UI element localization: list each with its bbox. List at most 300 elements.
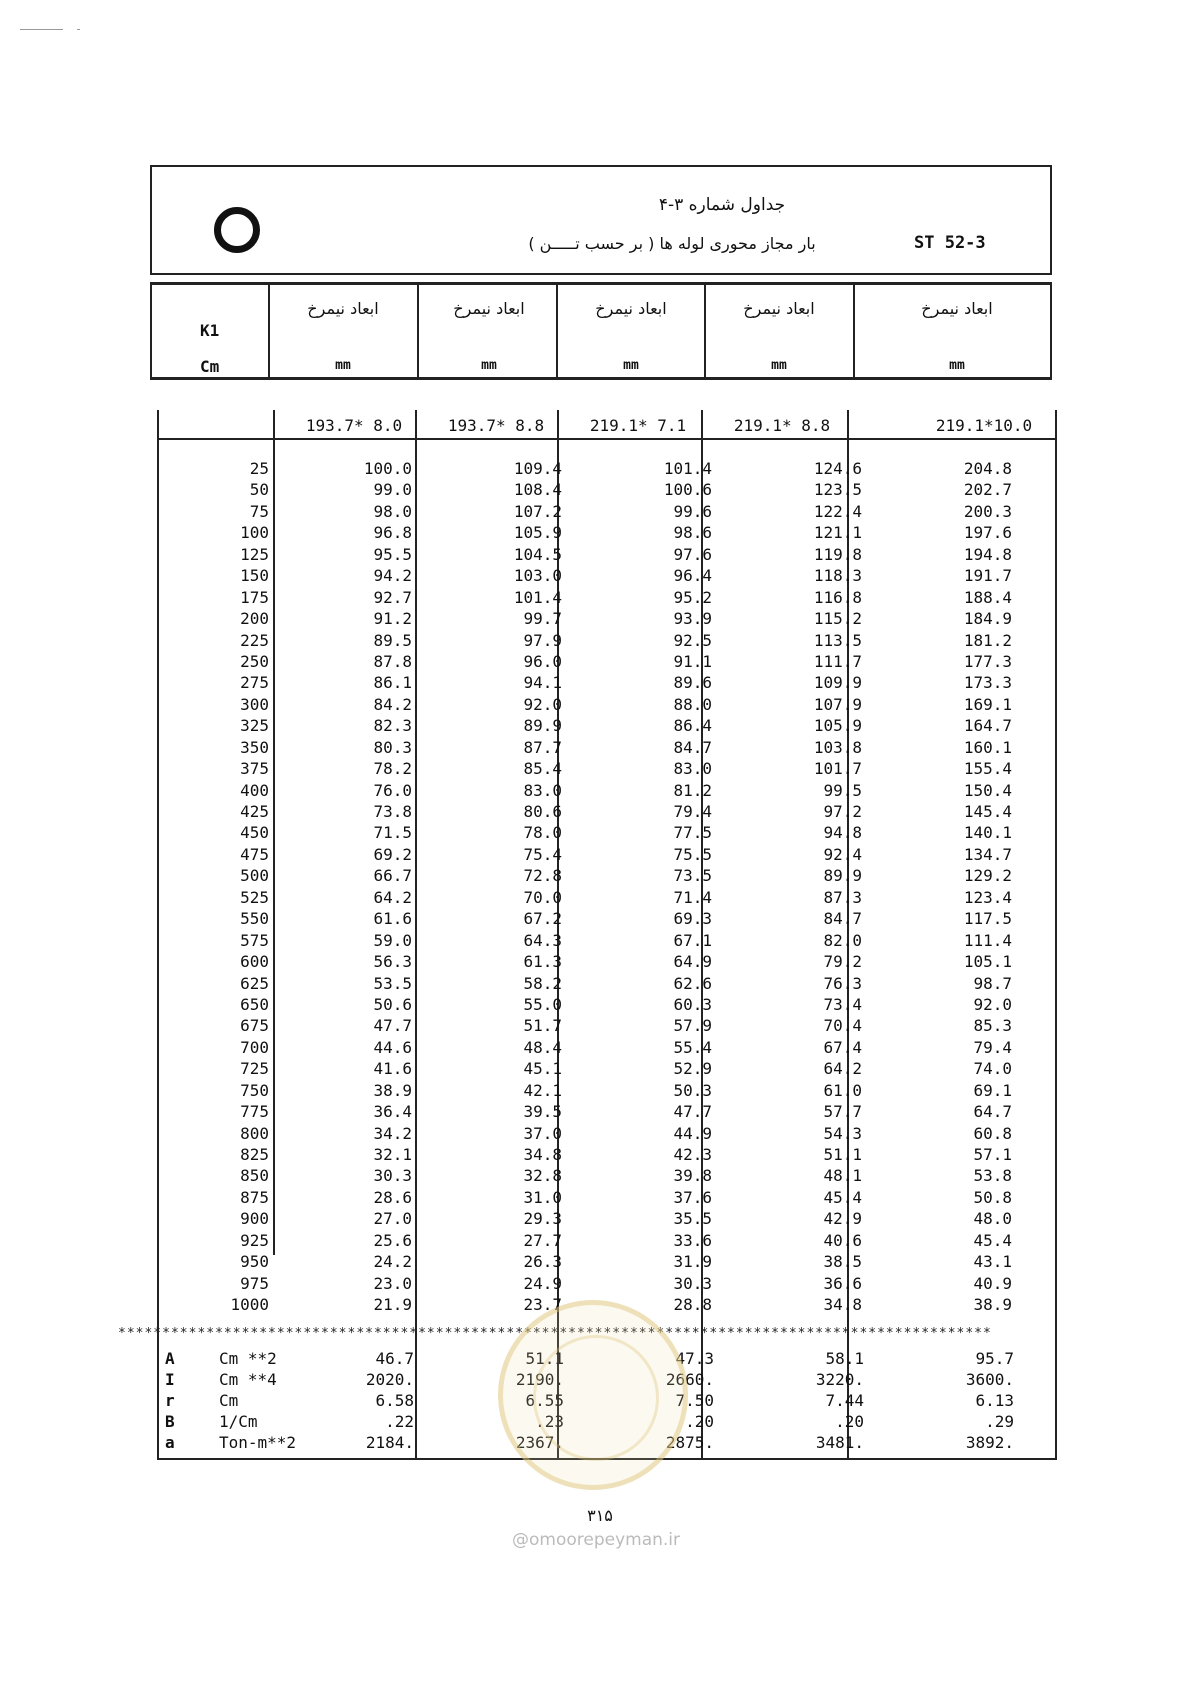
load-value: 145.4 bbox=[963, 802, 1012, 821]
load-value: 69.1 bbox=[973, 1080, 1012, 1100]
kl-value: 775 bbox=[240, 1102, 269, 1122]
load-value: 99.7 bbox=[523, 609, 562, 629]
load-value: 27.0 bbox=[373, 1209, 412, 1229]
load-value: 94.1 bbox=[523, 673, 562, 693]
kl-value: 725 bbox=[240, 1059, 269, 1079]
table-row bbox=[157, 630, 1057, 651]
load-value: 31.0 bbox=[523, 1187, 562, 1207]
kl-value: 125 bbox=[240, 544, 269, 564]
load-value: 108.4 bbox=[513, 480, 562, 500]
table-row bbox=[157, 822, 1057, 843]
load-value: 118.3 bbox=[813, 566, 862, 586]
property-value: 47.3 bbox=[675, 1349, 714, 1368]
load-value: 94.8 bbox=[823, 823, 862, 843]
load-value: 45.1 bbox=[523, 1059, 562, 1079]
load-value: 50.8 bbox=[973, 1187, 1012, 1207]
load-value: 155.4 bbox=[963, 759, 1012, 779]
kl-value: 950 bbox=[240, 1252, 269, 1272]
load-value: 105.9 bbox=[813, 716, 862, 736]
load-value: 96.0 bbox=[523, 651, 562, 671]
load-value: 36.6 bbox=[823, 1273, 862, 1293]
seal-inner-ring bbox=[533, 1335, 659, 1461]
load-value: 92.5 bbox=[673, 630, 712, 650]
load-value: 48.0 bbox=[973, 1209, 1012, 1229]
load-value: 42.3 bbox=[673, 1145, 712, 1164]
load-value: 42.1 bbox=[523, 1080, 562, 1100]
load-value: 34.8 bbox=[823, 1295, 862, 1315]
property-value: .29 bbox=[985, 1412, 1014, 1431]
kl-value: 325 bbox=[240, 716, 269, 736]
load-value: 91.2 bbox=[373, 609, 412, 629]
property-value: .22 bbox=[385, 1412, 414, 1431]
table-row bbox=[157, 1123, 1057, 1144]
table-row bbox=[157, 758, 1057, 779]
load-value: 164.7 bbox=[963, 716, 1012, 736]
load-value: 73.8 bbox=[373, 802, 412, 821]
load-value: 43.1 bbox=[973, 1252, 1012, 1272]
watermark-url: @omoorepeyman.ir bbox=[511, 1530, 681, 1550]
table-row bbox=[157, 865, 1057, 886]
load-value: 93.9 bbox=[673, 609, 712, 629]
kl-value: 675 bbox=[240, 1016, 269, 1036]
load-value: 70.0 bbox=[523, 887, 562, 907]
load-value: 80.6 bbox=[523, 802, 562, 821]
property-value: 3220. bbox=[815, 1370, 864, 1389]
page-number: ۳۱۵ bbox=[587, 1506, 613, 1525]
property-value: 2020. bbox=[365, 1370, 414, 1389]
kl-value: 575 bbox=[240, 930, 269, 950]
load-value: 48.4 bbox=[523, 1037, 562, 1057]
table-row bbox=[157, 1144, 1057, 1165]
kl-value: 25 bbox=[249, 459, 269, 478]
load-value: 30.3 bbox=[673, 1273, 712, 1293]
pipe-section-icon bbox=[214, 207, 260, 253]
load-value: 96.4 bbox=[673, 566, 712, 586]
table-row bbox=[157, 587, 1057, 608]
load-value: 31.9 bbox=[673, 1252, 712, 1272]
table-title: جداول شماره ۳-۴ bbox=[658, 195, 786, 215]
kl-value: 825 bbox=[240, 1145, 269, 1164]
load-value: 202.7 bbox=[963, 480, 1012, 500]
load-value: 70.4 bbox=[823, 1016, 862, 1036]
load-value: 71.5 bbox=[373, 823, 412, 843]
property-unit: Cm bbox=[219, 1391, 239, 1410]
page-corner-mark-gap bbox=[63, 29, 77, 32]
load-value: 36.4 bbox=[373, 1102, 412, 1122]
kl-value: 625 bbox=[240, 973, 269, 993]
load-value: 50.3 bbox=[673, 1080, 712, 1100]
kl-value: 425 bbox=[240, 802, 269, 821]
table-row bbox=[157, 994, 1057, 1015]
property-unit: Cm **2 bbox=[219, 1349, 277, 1368]
property-value: 2367. bbox=[515, 1433, 564, 1452]
property-unit: Ton-m**2 bbox=[219, 1433, 297, 1452]
load-value: 28.8 bbox=[673, 1295, 712, 1315]
load-value: 56.3 bbox=[373, 952, 412, 972]
load-value: 60.3 bbox=[673, 994, 712, 1014]
load-value: 124.6 bbox=[813, 459, 862, 478]
load-value: 98.6 bbox=[673, 523, 712, 543]
load-value: 62.6 bbox=[673, 973, 712, 993]
load-value: 169.1 bbox=[963, 694, 1012, 714]
load-value: 38.9 bbox=[373, 1080, 412, 1100]
load-value: 89.5 bbox=[373, 630, 412, 650]
load-value: 86.1 bbox=[373, 673, 412, 693]
kl-value: 375 bbox=[240, 759, 269, 779]
column-unit: mm bbox=[771, 358, 787, 373]
load-value: 111.4 bbox=[963, 930, 1012, 950]
kl-value: 850 bbox=[240, 1166, 269, 1186]
load-value: 123.5 bbox=[813, 480, 862, 500]
table-row bbox=[157, 1165, 1057, 1186]
load-value: 115.2 bbox=[813, 609, 862, 629]
load-value: 89.9 bbox=[523, 716, 562, 736]
property-letter: B bbox=[165, 1412, 175, 1431]
load-value: 60.8 bbox=[973, 1123, 1012, 1143]
property-unit: Cm **4 bbox=[219, 1370, 277, 1389]
property-value: 2660. bbox=[665, 1370, 714, 1389]
load-value: 78.0 bbox=[523, 823, 562, 843]
property-value: 2184. bbox=[365, 1433, 414, 1452]
load-value: 109.4 bbox=[513, 459, 562, 478]
kl-value: 100 bbox=[240, 523, 269, 543]
property-value: 3892. bbox=[965, 1433, 1014, 1452]
column-unit: mm bbox=[481, 358, 497, 373]
load-value: 80.3 bbox=[373, 737, 412, 757]
load-value: 69.2 bbox=[373, 844, 412, 864]
property-letter: a bbox=[165, 1433, 175, 1452]
cm-label: Cm bbox=[200, 357, 220, 376]
load-value: 64.7 bbox=[973, 1102, 1012, 1122]
section-size: 219.1* 7.1 bbox=[589, 416, 687, 435]
kl-value: 750 bbox=[240, 1080, 269, 1100]
section-size: 193.7* 8.8 bbox=[447, 416, 545, 435]
load-value: 88.0 bbox=[673, 694, 712, 714]
load-value: 81.2 bbox=[673, 780, 712, 800]
load-value: 77.5 bbox=[673, 823, 712, 843]
table-row bbox=[157, 1208, 1057, 1229]
kl-value: 925 bbox=[240, 1230, 269, 1250]
kl-value: 525 bbox=[240, 887, 269, 907]
load-value: 34.8 bbox=[523, 1145, 562, 1164]
table-row bbox=[157, 479, 1057, 500]
load-value: 61.0 bbox=[823, 1080, 862, 1100]
load-value: 27.7 bbox=[523, 1230, 562, 1250]
table-row bbox=[157, 672, 1057, 693]
load-value: 92.0 bbox=[973, 994, 1012, 1014]
load-value: 39.5 bbox=[523, 1102, 562, 1122]
column-name: ابعاد نیمرخ bbox=[595, 299, 667, 318]
load-value: 24.9 bbox=[523, 1273, 562, 1293]
load-value: 51.1 bbox=[823, 1145, 862, 1164]
load-value: 194.8 bbox=[963, 544, 1012, 564]
load-value: 99.6 bbox=[673, 501, 712, 521]
load-value: 40.6 bbox=[823, 1230, 862, 1250]
load-value: 67.2 bbox=[523, 909, 562, 929]
load-value: 83.0 bbox=[523, 780, 562, 800]
load-value: 55.4 bbox=[673, 1037, 712, 1057]
table-row bbox=[157, 501, 1057, 522]
load-value: 73.4 bbox=[823, 994, 862, 1014]
column-name: ابعاد نیمرخ bbox=[453, 299, 525, 318]
kl-value: 400 bbox=[240, 780, 269, 800]
load-value: 75.5 bbox=[673, 844, 712, 864]
publisher-seal-watermark bbox=[498, 1300, 688, 1490]
load-value: 101.4 bbox=[513, 587, 562, 607]
load-value: 197.6 bbox=[963, 523, 1012, 543]
load-value: 78.2 bbox=[373, 759, 412, 779]
load-value: 47.7 bbox=[673, 1102, 712, 1122]
load-value: 41.6 bbox=[373, 1059, 412, 1079]
property-value: 7.50 bbox=[675, 1391, 714, 1410]
load-value: 113.5 bbox=[813, 630, 862, 650]
table-row bbox=[157, 973, 1057, 994]
load-value: 87.7 bbox=[523, 737, 562, 757]
load-value: 87.3 bbox=[823, 887, 862, 907]
kl-value: 800 bbox=[240, 1123, 269, 1143]
load-value: 99.0 bbox=[373, 480, 412, 500]
column-header-band bbox=[150, 282, 1052, 380]
load-value: 123.4 bbox=[963, 887, 1012, 907]
load-value: 54.3 bbox=[823, 1123, 862, 1143]
kl-value: 225 bbox=[240, 630, 269, 650]
load-value: 188.4 bbox=[963, 587, 1012, 607]
load-value: 61.6 bbox=[373, 909, 412, 929]
load-value: 42.9 bbox=[823, 1209, 862, 1229]
load-value: 101.4 bbox=[663, 459, 712, 478]
property-value: 2190. bbox=[515, 1370, 564, 1389]
load-value: 33.6 bbox=[673, 1230, 712, 1250]
load-value: 21.9 bbox=[373, 1295, 412, 1315]
table-row bbox=[157, 544, 1057, 565]
load-value: 103.8 bbox=[813, 737, 862, 757]
table-body bbox=[157, 458, 1057, 1316]
load-value: 64.9 bbox=[673, 952, 712, 972]
load-value: 107.2 bbox=[513, 501, 562, 521]
load-value: 100.6 bbox=[663, 480, 712, 500]
column-name: ابعاد نیمرخ bbox=[743, 299, 815, 318]
property-value: 6.58 bbox=[375, 1391, 414, 1410]
load-value: 76.3 bbox=[823, 973, 862, 993]
load-value: 35.5 bbox=[673, 1209, 712, 1229]
table-row bbox=[157, 1080, 1057, 1101]
table-subtitle: بار مجاز محوری لوله ها ( بر حسب تـــــن ) bbox=[528, 234, 816, 253]
table-row bbox=[157, 737, 1057, 758]
load-value: 89.6 bbox=[673, 673, 712, 693]
load-value: 61.3 bbox=[523, 952, 562, 972]
load-value: 122.4 bbox=[813, 501, 862, 521]
separator-stars: *************************************************************************************************** bbox=[118, 1326, 992, 1341]
kl-value: 150 bbox=[240, 566, 269, 586]
load-value: 99.5 bbox=[823, 780, 862, 800]
column-unit: mm bbox=[623, 358, 639, 373]
load-value: 45.4 bbox=[973, 1230, 1012, 1250]
k1-label: K1 bbox=[200, 321, 220, 340]
property-value: .23 bbox=[535, 1412, 564, 1431]
load-value: 25.6 bbox=[373, 1230, 412, 1250]
table-row bbox=[157, 458, 1057, 479]
load-value: 30.3 bbox=[373, 1166, 412, 1186]
load-value: 37.6 bbox=[673, 1187, 712, 1207]
load-value: 38.5 bbox=[823, 1252, 862, 1272]
load-value: 44.9 bbox=[673, 1123, 712, 1143]
kl-value: 550 bbox=[240, 909, 269, 929]
property-value: 3481. bbox=[815, 1433, 864, 1452]
property-value: .20 bbox=[685, 1412, 714, 1431]
kl-value: 975 bbox=[240, 1273, 269, 1293]
load-value: 48.1 bbox=[823, 1166, 862, 1186]
property-value: 51.1 bbox=[525, 1349, 564, 1368]
load-value: 79.4 bbox=[673, 802, 712, 821]
load-value: 28.6 bbox=[373, 1187, 412, 1207]
property-value: .20 bbox=[835, 1412, 864, 1431]
load-value: 82.3 bbox=[373, 716, 412, 736]
load-value: 89.9 bbox=[823, 866, 862, 886]
load-value: 58.2 bbox=[523, 973, 562, 993]
load-value: 76.0 bbox=[373, 780, 412, 800]
load-value: 181.2 bbox=[963, 630, 1012, 650]
property-unit: 1/Cm bbox=[219, 1412, 258, 1431]
kl-value: 500 bbox=[240, 866, 269, 886]
load-value: 23.7 bbox=[523, 1295, 562, 1315]
load-value: 72.8 bbox=[523, 866, 562, 886]
load-value: 79.2 bbox=[823, 952, 862, 972]
load-value: 59.0 bbox=[373, 930, 412, 950]
load-value: 85.4 bbox=[523, 759, 562, 779]
load-value: 105.1 bbox=[963, 952, 1012, 972]
load-value: 34.2 bbox=[373, 1123, 412, 1143]
load-value: 50.6 bbox=[373, 994, 412, 1014]
kl-value: 700 bbox=[240, 1037, 269, 1057]
load-value: 121.1 bbox=[813, 523, 862, 543]
table-header-box bbox=[150, 165, 1052, 275]
property-value: 58.1 bbox=[825, 1349, 864, 1368]
table-row bbox=[157, 715, 1057, 736]
load-value: 92.0 bbox=[523, 694, 562, 714]
table-row bbox=[157, 887, 1057, 908]
load-value: 109.9 bbox=[813, 673, 862, 693]
load-value: 96.8 bbox=[373, 523, 412, 543]
load-value: 160.1 bbox=[963, 737, 1012, 757]
kl-value: 275 bbox=[240, 673, 269, 693]
load-value: 191.7 bbox=[963, 566, 1012, 586]
section-size: 219.1*10.0 bbox=[935, 416, 1033, 435]
load-value: 85.3 bbox=[973, 1016, 1012, 1036]
table-row bbox=[157, 651, 1057, 672]
load-value: 24.2 bbox=[373, 1252, 412, 1272]
load-value: 98.7 bbox=[973, 973, 1012, 993]
load-value: 45.4 bbox=[823, 1187, 862, 1207]
section-size: 219.1* 8.8 bbox=[733, 416, 831, 435]
load-value: 103.0 bbox=[513, 566, 562, 586]
property-value: 95.7 bbox=[975, 1349, 1014, 1368]
load-value: 55.0 bbox=[523, 994, 562, 1014]
load-value: 38.9 bbox=[973, 1295, 1012, 1315]
load-value: 51.7 bbox=[523, 1016, 562, 1036]
load-value: 44.6 bbox=[373, 1037, 412, 1057]
column-name: ابعاد نیمرخ bbox=[307, 299, 379, 318]
kl-value: 50 bbox=[249, 480, 269, 500]
table-row bbox=[157, 780, 1057, 801]
table-row bbox=[157, 1015, 1057, 1036]
kl-value: 900 bbox=[240, 1209, 269, 1229]
table-row bbox=[157, 1273, 1057, 1294]
kl-value: 475 bbox=[240, 844, 269, 864]
load-value: 23.0 bbox=[373, 1273, 412, 1293]
load-value: 82.0 bbox=[823, 930, 862, 950]
table-row bbox=[157, 1037, 1057, 1058]
table-row bbox=[157, 1101, 1057, 1122]
load-value: 64.2 bbox=[373, 887, 412, 907]
load-value: 53.5 bbox=[373, 973, 412, 993]
load-value: 39.8 bbox=[673, 1166, 712, 1186]
load-value: 200.3 bbox=[963, 501, 1012, 521]
kl-value: 650 bbox=[240, 994, 269, 1014]
load-value: 32.1 bbox=[373, 1145, 412, 1164]
column-unit: mm bbox=[949, 358, 965, 373]
table-row bbox=[157, 930, 1057, 951]
table-row bbox=[157, 1251, 1057, 1272]
load-value: 64.3 bbox=[523, 930, 562, 950]
load-value: 84.2 bbox=[373, 694, 412, 714]
load-value: 204.8 bbox=[963, 459, 1012, 478]
load-value: 177.3 bbox=[963, 651, 1012, 671]
table-row bbox=[157, 522, 1057, 543]
load-value: 94.2 bbox=[373, 566, 412, 586]
load-value: 111.7 bbox=[813, 651, 862, 671]
load-value: 117.5 bbox=[963, 909, 1012, 929]
load-value: 74.0 bbox=[973, 1059, 1012, 1079]
load-value: 97.2 bbox=[823, 802, 862, 821]
load-value: 116.8 bbox=[813, 587, 862, 607]
table-row bbox=[157, 565, 1057, 586]
load-value: 57.9 bbox=[673, 1016, 712, 1036]
load-value: 40.9 bbox=[973, 1273, 1012, 1293]
load-value: 129.2 bbox=[963, 866, 1012, 886]
load-value: 37.0 bbox=[523, 1123, 562, 1143]
table-row bbox=[157, 951, 1057, 972]
table-row bbox=[157, 844, 1057, 865]
property-value: 2875. bbox=[665, 1433, 714, 1452]
table-row bbox=[157, 1187, 1057, 1208]
load-value: 92.4 bbox=[823, 844, 862, 864]
column-name: ابعاد نیمرخ bbox=[921, 299, 993, 318]
load-value: 173.3 bbox=[963, 673, 1012, 693]
load-value: 119.8 bbox=[813, 544, 862, 564]
property-value: 6.55 bbox=[525, 1391, 564, 1410]
load-value: 86.4 bbox=[673, 716, 712, 736]
property-value: 6.13 bbox=[975, 1391, 1014, 1410]
load-value: 47.7 bbox=[373, 1016, 412, 1036]
load-value: 140.1 bbox=[963, 823, 1012, 843]
table-row bbox=[157, 908, 1057, 929]
steel-grade: ST 52-3 bbox=[914, 233, 986, 253]
kl-value: 250 bbox=[240, 651, 269, 671]
load-value: 67.1 bbox=[673, 930, 712, 950]
table-row bbox=[157, 1230, 1057, 1251]
table-row bbox=[157, 1058, 1057, 1079]
load-value: 69.3 bbox=[673, 909, 712, 929]
load-value: 134.7 bbox=[963, 844, 1012, 864]
kl-value: 75 bbox=[249, 501, 269, 521]
load-value: 79.4 bbox=[973, 1037, 1012, 1057]
load-value: 84.7 bbox=[673, 737, 712, 757]
kl-value: 875 bbox=[240, 1187, 269, 1207]
load-value: 101.7 bbox=[813, 759, 862, 779]
load-value: 29.3 bbox=[523, 1209, 562, 1229]
section-size-row bbox=[157, 410, 1057, 440]
property-value: 46.7 bbox=[375, 1349, 414, 1368]
